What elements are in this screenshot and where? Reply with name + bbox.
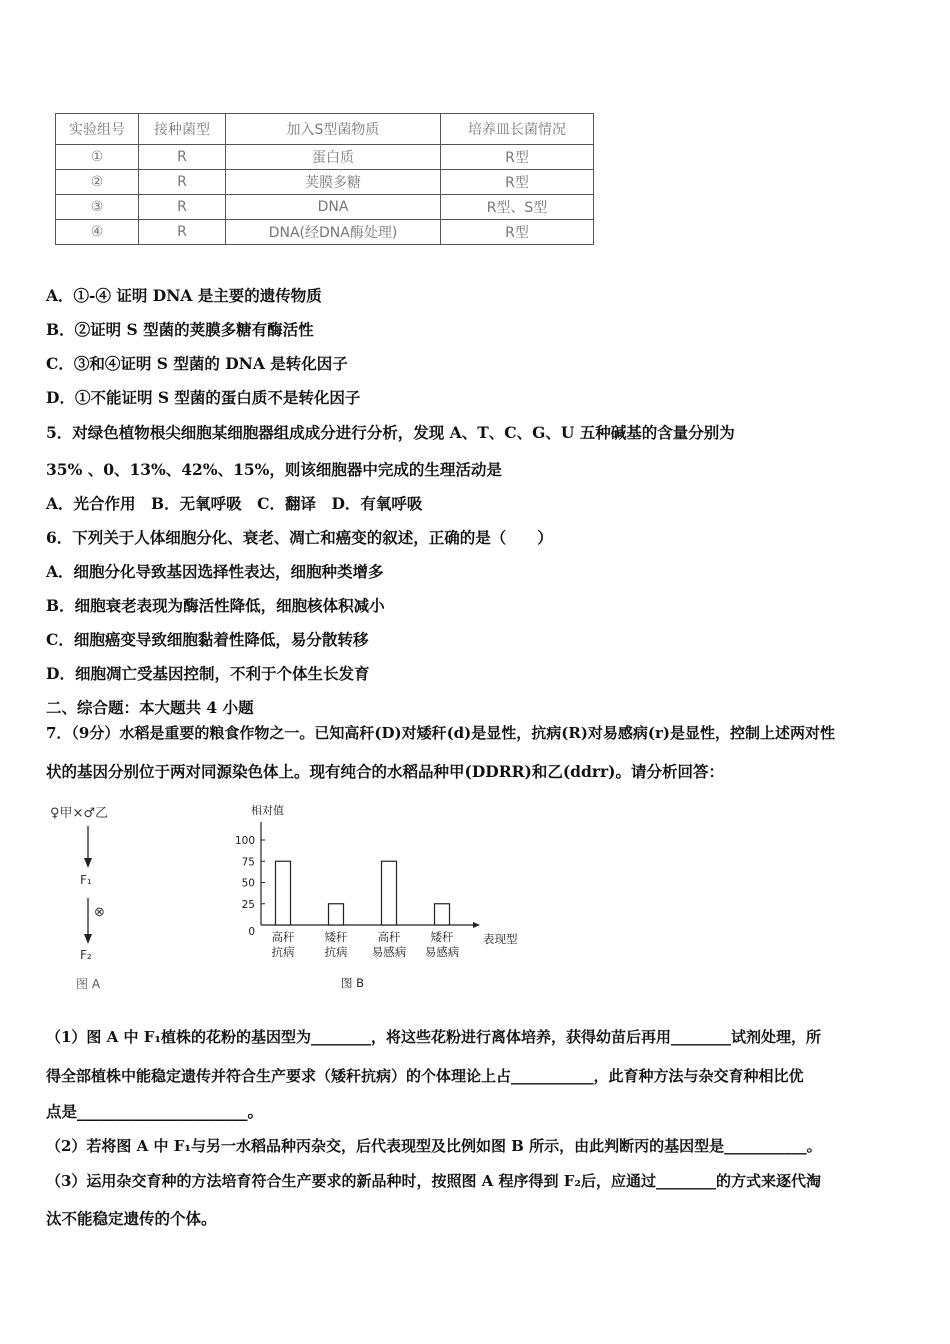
chart-x-tick-label: 高秆: [377, 930, 401, 944]
table-cell: DNA: [226, 195, 441, 220]
q7-part3-line2: 汰不能稳定遗传的个体。: [46, 1209, 217, 1228]
q7-part3-line1: （3）运用杂交育种的方法培育符合生产要求的新品种时，按照图 A 程序得到 F₂后，应通过________的方式来逐代淘: [46, 1172, 821, 1190]
q5-stem-line1: 5．对绿色植物根尖细胞某细胞器组成成分进行分析，发现 A、T、C、G、U 五种碱基的含量分别为: [46, 423, 735, 442]
figa-f2-label: F₂: [80, 948, 92, 962]
table-cell: ②: [56, 170, 139, 195]
table-cell: 荚膜多糖: [226, 170, 441, 195]
q6-option-a: A．细胞分化导致基因选择性表达，细胞种类增多: [46, 562, 384, 581]
figa-caption: 图 A: [76, 977, 101, 991]
table-row: [56, 195, 594, 220]
q4-option-d: D．①不能证明 S 型菌的蛋白质不是转化因子: [46, 388, 361, 407]
table-cell: R型: [441, 170, 594, 195]
table-cell: ③: [56, 195, 139, 220]
chart-bar: [329, 904, 344, 925]
table-row: [56, 220, 594, 245]
chart-x-axis-label: 表现型: [483, 932, 518, 946]
q5-options: A．光合作用 B．无氧呼吸 C．翻译 D．有氧呼吸: [46, 494, 423, 513]
table-cell: R: [139, 195, 226, 220]
table-row: [56, 145, 594, 170]
table-cell: DNA(经DNA酶处理): [226, 220, 441, 245]
chart-x-tick-label: 抗病: [271, 945, 295, 959]
chart-y-tick-label: 75: [241, 856, 255, 869]
figa-f1-label: F₁: [80, 873, 92, 887]
chart-bar: [435, 904, 450, 925]
chart-x-tick-label: 高秆: [271, 930, 295, 944]
table-header-row: [56, 114, 594, 145]
table-header: 培养皿长菌情况: [441, 114, 594, 145]
q5-stem-line2: 35% 、0、13%、42%、15%，则该细胞器中完成的生理活动是: [46, 460, 502, 479]
q6-option-b: B．细胞衰老表现为酶活性降低，细胞核体积减小: [46, 596, 385, 615]
chart-y-tick-label: 0: [248, 926, 255, 938]
table-cell: R: [139, 220, 226, 245]
figa-arrows: [50, 798, 140, 993]
section-heading: 二、综合题：本大题共 4 小题: [46, 698, 254, 717]
chart-bar: [276, 861, 291, 925]
figure-b-chart: [228, 800, 528, 1000]
figa-selfing-icon: ⊗: [94, 905, 105, 920]
chart-y-tick-label: 25: [241, 898, 255, 911]
q4-option-a: A．①-④ 证明 DNA 是主要的遗传物质: [46, 286, 322, 305]
q7-part1-line1: （1）图 A 中 F₁植株的花粉的基因型为________，将这些花粉进行离体培养，获得幼苗后再用________试剂处理，所: [46, 1028, 821, 1046]
table-header: 实验组号: [56, 114, 139, 145]
chart-x-tick-label: 矮秆: [430, 930, 454, 944]
figure-a: [50, 798, 140, 993]
table-cell: R型: [441, 145, 594, 170]
chart-y-axis-label: 相对值: [251, 804, 284, 817]
chart-y-tick-label: 100: [234, 835, 255, 847]
table-row: [56, 170, 594, 195]
q6-stem: 6．下列关于人体细胞分化、衰老、凋亡和癌变的叙述，正确的是（ ）: [46, 528, 553, 547]
q4-option-b: B．②证明 S 型菌的荚膜多糖有酶活性: [46, 320, 314, 339]
table-cell: ①: [56, 145, 139, 170]
chart-bar: [382, 861, 397, 925]
q6-option-c: C．细胞癌变导致细胞黏着性降低，易分散转移: [46, 630, 369, 649]
q7-stem-line2: 状的基因分别位于两对同源染色体上。现有纯合的水稻品种甲(DDRR)和乙(ddrr)。请分析回答：: [46, 762, 724, 781]
table-header: 加入S型菌物质: [226, 114, 441, 145]
experiment-table: [55, 113, 594, 245]
chart-x-axis-arrow: [473, 922, 480, 928]
q7-part1-line3: 点是______________________。: [46, 1102, 264, 1121]
table-cell: R: [139, 170, 226, 195]
chart-x-tick-label: 易感病: [424, 945, 460, 959]
table-cell: ④: [56, 220, 139, 245]
table-cell: R型、S型: [441, 195, 594, 220]
chart-x-tick-label: 抗病: [324, 945, 348, 959]
q7-part2: （2）若将图 A 中 F₁与另一水稻品种丙杂交，后代表现型及比例如图 B 所示，由此判断丙的基因型是___________。: [46, 1137, 822, 1155]
chart-x-tick-label: 矮秆: [324, 930, 348, 944]
chart-caption: 图 B: [340, 976, 365, 990]
q6-option-d: D．细胞凋亡受基因控制，不利于个体生长发育: [46, 664, 370, 683]
chart-x-tick-label: 易感病: [371, 945, 407, 959]
table-cell: R: [139, 145, 226, 170]
table-cell: 蛋白质: [226, 145, 441, 170]
q7-stem-line1: 7．（9分）水稻是重要的粮食作物之一。已知高秆(D)对矮秆(d)是显性，抗病(R)对易感病(r)是显性，控制上述两对性: [46, 724, 836, 742]
q7-part1-line2: 得全部植株中能稳定遗传并符合生产要求（矮秆抗病）的个体理论上占___________，此育种方法与杂交育种相比优: [46, 1067, 804, 1085]
figa-cross-label: ♀甲×♂乙: [50, 806, 109, 821]
table-cell: R型: [441, 220, 594, 245]
table-header: 接种菌型: [139, 114, 226, 145]
q4-option-c: C．③和④证明 S 型菌的 DNA 是转化因子: [46, 354, 348, 373]
chart-y-tick-label: 50: [241, 877, 255, 890]
